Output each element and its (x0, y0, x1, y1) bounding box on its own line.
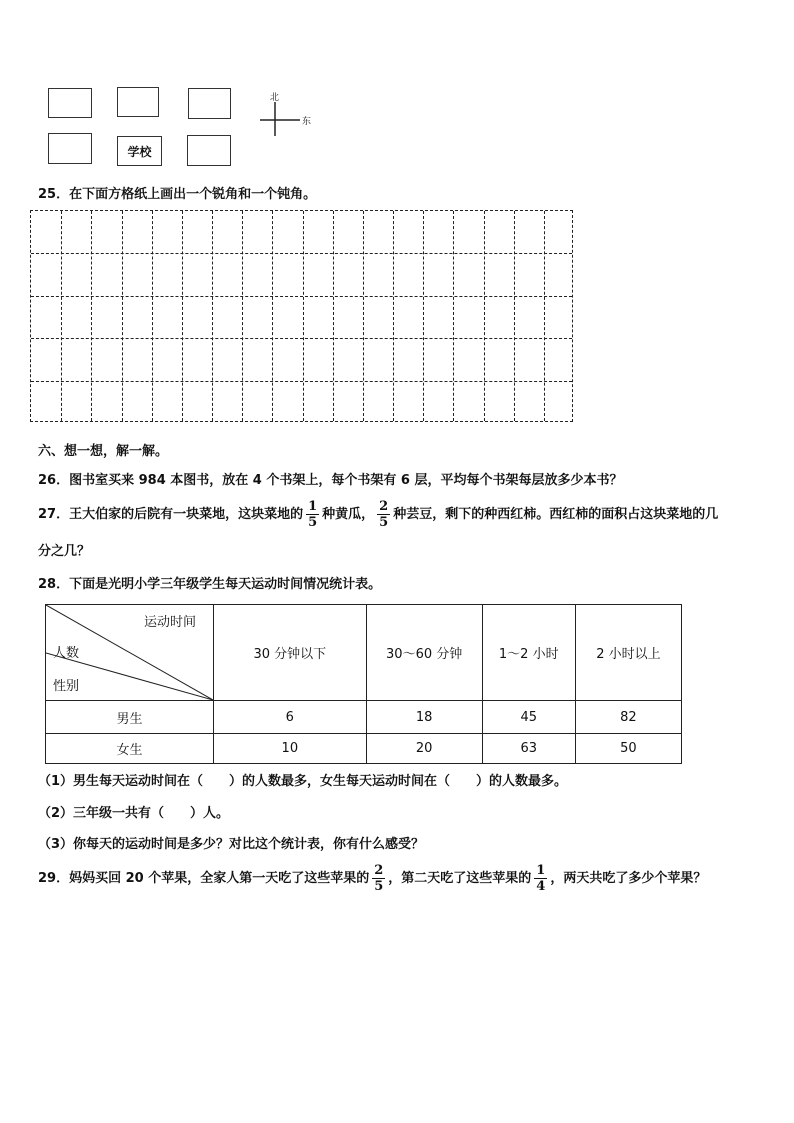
map-box-6 (187, 135, 231, 166)
column-header: 30 分钟以下 (214, 605, 367, 701)
q29-frac1-num: 2 (374, 863, 384, 878)
school-box (117, 136, 162, 166)
row-label: 男生 (46, 701, 214, 734)
q27-part2: 种黄瓜， (322, 507, 375, 522)
grid-vertical-line (333, 211, 334, 421)
q28-sub2: （2）三年级一共有（ ）人。 (38, 806, 230, 821)
table-row (46, 734, 682, 764)
question-25: 25．在下面方格纸上画出一个锐角和一个钝角。 (38, 187, 317, 202)
corner-label-count: 人数 (53, 646, 80, 661)
grid-vertical-line (453, 211, 454, 421)
section-6-title: 六、想一想，解一解。 (38, 444, 169, 459)
table-cell: 20 (366, 734, 482, 764)
column-header: 2 小时以上 (575, 605, 681, 701)
grid-vertical-line (182, 211, 183, 421)
corner-label-gender: 性别 (53, 679, 80, 694)
row-label: 女生 (46, 734, 214, 764)
question-27 (38, 497, 718, 533)
grid-horizontal-line (31, 296, 572, 297)
grid-vertical-line (363, 211, 364, 421)
grid-vertical-line (212, 211, 213, 421)
q27-frac2-den: 5 (379, 515, 389, 530)
q29-frac1-den: 5 (374, 879, 384, 894)
table-header-row (46, 605, 682, 701)
question-28: 28．下面是光明小学三年级学生每天运动时间情况统计表。 (38, 577, 382, 592)
grid-vertical-line (393, 211, 394, 421)
map-box-4 (48, 133, 92, 164)
table-cell: 6 (214, 701, 367, 734)
q29-frac2-den: 4 (536, 879, 546, 894)
q28-sub1: （1）男生每天运动时间在（ ）的人数最多，女生每天运动时间在（ ）的人数最多。 (38, 774, 568, 789)
grid-vertical-line (423, 211, 424, 421)
q29-fraction-2 (534, 864, 547, 893)
column-header: 1～2 小时 (482, 605, 575, 701)
table-cell: 18 (366, 701, 482, 734)
header-corner-cell (46, 605, 214, 701)
grid-vertical-line (91, 211, 92, 421)
corner-label-time: 运动时间 (144, 615, 197, 630)
grid-vertical-line (122, 211, 123, 421)
question-29 (38, 861, 706, 897)
grid-horizontal-line (31, 338, 572, 339)
grid-vertical-line (303, 211, 304, 421)
column-header: 30～60 分钟 (366, 605, 482, 701)
map-box-2 (117, 87, 159, 117)
grid-vertical-line (272, 211, 273, 421)
grid-horizontal-line (31, 381, 572, 382)
compass-east-label: 东 (302, 117, 312, 127)
q27-frac1-den: 5 (308, 515, 318, 530)
grid-vertical-line (152, 211, 153, 421)
q27-frac1-num: 1 (308, 499, 318, 514)
table-cell: 45 (482, 701, 575, 734)
compass (256, 92, 316, 142)
table-cell: 50 (575, 734, 681, 764)
exercise-stats-table (45, 604, 682, 764)
table-row (46, 701, 682, 734)
q28-sub3: （3）你每天的运动时间是多少？对比这个统计表，你有什么感受？ (38, 837, 425, 852)
table-cell: 63 (482, 734, 575, 764)
question-27-line2: 分之几？ (38, 544, 91, 559)
map-box-3 (188, 88, 231, 119)
q29-part2: ，第二天吃了这些苹果的 (388, 871, 532, 886)
q27-fraction-1 (306, 500, 319, 529)
q29-part1: 29．妈妈买回 20 个苹果，全家人第一天吃了这些苹果的 (38, 871, 370, 886)
map-box-1 (48, 88, 92, 118)
table-cell: 82 (575, 701, 681, 734)
school-label: 学校 (127, 144, 152, 159)
q29-frac2-num: 1 (536, 863, 546, 878)
q27-fraction-2 (377, 500, 390, 529)
grid-vertical-line (61, 211, 62, 421)
grid-paper[interactable] (30, 210, 573, 422)
grid-vertical-line (242, 211, 243, 421)
q29-part3: ，两天共吃了多少个苹果？ (550, 871, 707, 886)
q27-part1: 27．王大伯家的后院有一块菜地，这块菜地的 (38, 507, 304, 522)
grid-vertical-line (514, 211, 515, 421)
question-26: 26．图书室买来 984 本图书，放在 4 个书架上，每个书架有 6 层，平均每个书架每层放多少本书？ (38, 473, 623, 488)
table-cell: 10 (214, 734, 367, 764)
grid-vertical-line (544, 211, 545, 421)
q29-fraction-1 (372, 864, 385, 893)
q27-frac2-num: 2 (379, 499, 389, 514)
grid-horizontal-line (31, 253, 572, 254)
grid-vertical-line (484, 211, 485, 421)
q27-part3: 种芸豆，剩下的种西红柿。西红柿的面积占这块菜地的几 (393, 507, 719, 522)
compass-north-label: 北 (270, 93, 280, 103)
